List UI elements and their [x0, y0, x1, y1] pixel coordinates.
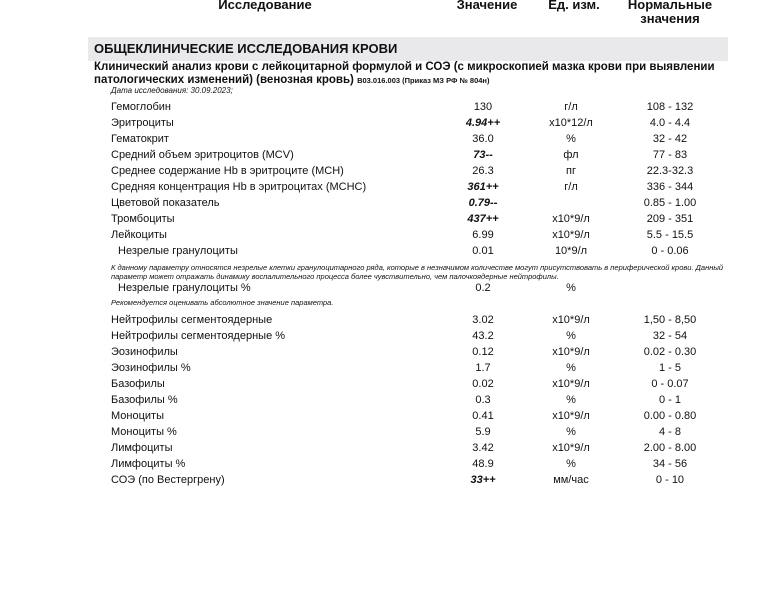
row-name: Эритроциты [111, 117, 174, 129]
row-value: 3.42 [472, 442, 494, 454]
row-norm: 4 - 8 [658, 426, 681, 438]
row-norm: 336 - 344 [646, 181, 694, 193]
row-value: 0.12 [472, 346, 494, 358]
table-row [0, 165, 779, 181]
row-norm: 32 - 54 [652, 330, 688, 342]
row-name: Лимфоциты % [111, 458, 186, 470]
row-norm: 5.5 - 15.5 [646, 229, 694, 241]
section-title: ОБЩЕКЛИНИЧЕСКИЕ ИССЛЕДОВАНИЯ КРОВИ [94, 41, 398, 56]
row-value: 43.2 [472, 330, 494, 342]
row-name: Незрелые гранулоциты % [118, 282, 251, 294]
row-name: Эозинофилы [111, 346, 178, 358]
table-row [0, 133, 779, 149]
column-header-norm-line1: Нормальные [627, 0, 713, 12]
row-unit: х10*9/л [552, 410, 590, 422]
row-unit: г/л [564, 181, 578, 193]
table-row [0, 362, 779, 378]
row-unit: % [566, 394, 576, 406]
row-value: 73-- [473, 149, 493, 161]
table-row [0, 197, 779, 213]
row-name: Базофилы % [111, 394, 178, 406]
table-row [0, 442, 779, 458]
row-value: 0.01 [472, 245, 494, 257]
row-norm: 0 - 0.06 [651, 245, 689, 257]
note-recommendation: Рекомендуется оценивать абсолютное значение параметра. [111, 298, 334, 307]
row-norm: 1 - 5 [658, 362, 681, 374]
row-name: Моноциты % [111, 426, 177, 438]
note-immature-granulocytes: К данному параметру относятся незрелые клетки гранулоцитарного ряда, которые в незначимом количестве могут присутствовать в периферической крови. Данный параметр может отражать динамику воспалительного процесса более чувствительно, чем палочкоядерные нейтрофилы. [111, 263, 724, 281]
row-unit: г/л [564, 101, 578, 113]
table-row [0, 378, 779, 394]
row-value: 48.9 [472, 458, 494, 470]
table-row [0, 314, 779, 330]
column-header-value: Значение [456, 0, 518, 12]
row-value: 0.41 [472, 410, 494, 422]
row-value: 0.2 [475, 282, 491, 294]
row-value: 4.94++ [465, 117, 501, 129]
table-row [0, 346, 779, 362]
row-value: 130 [473, 101, 493, 113]
row-unit: % [566, 133, 576, 145]
table-row [0, 282, 779, 298]
row-value: 0.79-- [468, 197, 498, 209]
table-row [0, 458, 779, 474]
row-norm: 0 - 0.07 [651, 378, 689, 390]
row-unit: х10*9/л [552, 442, 590, 454]
row-unit: фл [563, 149, 579, 161]
row-norm: 0.02 - 0.30 [643, 346, 697, 358]
row-name: Тромбоциты [111, 213, 175, 225]
row-value: 33++ [470, 474, 496, 486]
row-name: Моноциты [111, 410, 164, 422]
test-code: В03.016.003 (Приказ МЗ РФ № 804н) [357, 76, 490, 85]
row-value: 3.02 [472, 314, 494, 326]
row-name: Незрелые гранулоциты [118, 245, 238, 257]
row-value: 1.7 [475, 362, 491, 374]
row-unit: % [566, 330, 576, 342]
row-name: Гематокрит [111, 133, 169, 145]
row-value: 437++ [467, 213, 499, 225]
row-norm: 0 - 1 [658, 394, 681, 406]
row-name: Лимфоциты [111, 442, 173, 454]
row-value: 361++ [467, 181, 499, 193]
row-unit: % [566, 426, 576, 438]
test-title-text: Клинический анализ крови с лейкоцитарной формулой и СОЭ (с микроскопией мазка крови при выявлении патологических изменений) (венозная кровь) [94, 61, 715, 86]
row-norm: 209 - 351 [646, 213, 694, 225]
row-unit: х10*9/л [552, 213, 590, 225]
column-header-test: Исследование [218, 0, 312, 12]
row-value: 6.99 [472, 229, 494, 241]
row-name: Цветовой показатель [111, 197, 220, 209]
row-unit: х10*12/л [549, 117, 593, 129]
table-row [0, 181, 779, 197]
row-norm: 1,50 - 8,50 [643, 314, 697, 326]
row-unit: % [566, 282, 576, 294]
row-unit: мм/час [553, 474, 589, 486]
section-header-bar [88, 36, 728, 61]
row-value: 36.0 [472, 133, 494, 145]
table-row [0, 117, 779, 133]
table-row [0, 474, 779, 490]
row-value: 5.9 [475, 426, 491, 438]
row-norm: 77 - 83 [652, 149, 688, 161]
table-row [0, 229, 779, 245]
test-title [94, 61, 729, 87]
table-row [0, 245, 779, 261]
row-value: 0.3 [475, 394, 491, 406]
row-name: Средний объем эритроцитов (MCV) [111, 149, 294, 161]
row-unit: 10*9/л [554, 245, 588, 257]
table-row [0, 101, 779, 117]
row-unit: % [566, 458, 576, 470]
table-row [0, 410, 779, 426]
row-name: Среднее содержание Hb в эритроците (MCH) [111, 165, 344, 177]
row-norm: 4.0 - 4.4 [649, 117, 691, 129]
row-name: Гемоглобин [111, 101, 171, 113]
row-unit: пг [566, 165, 576, 177]
row-norm: 22.3-32.3 [646, 165, 694, 177]
row-name: Нейтрофилы сегментоядерные % [111, 330, 286, 342]
column-header-norm [625, 0, 715, 26]
row-name: СОЭ (по Вестергрену) [111, 474, 225, 486]
row-name: Эозинофилы % [111, 362, 191, 374]
column-header-unit: Ед. изм. [548, 0, 600, 12]
table-row [0, 213, 779, 229]
table-row [0, 149, 779, 165]
row-norm: 32 - 42 [652, 133, 688, 145]
row-unit: х10*9/л [552, 378, 590, 390]
row-norm: 108 - 132 [646, 101, 694, 113]
row-name: Средняя концентрация Hb в эритроцитах (MCHC) [111, 181, 367, 193]
row-value: 26.3 [472, 165, 494, 177]
row-name: Лейкоциты [111, 229, 167, 241]
row-unit: % [566, 362, 576, 374]
row-unit: х10*9/л [552, 229, 590, 241]
row-unit: х10*9/л [552, 346, 590, 358]
table-row [0, 394, 779, 410]
table-row [0, 426, 779, 442]
column-header-norm-line2: значения [640, 11, 700, 26]
row-norm: 34 - 56 [652, 458, 688, 470]
row-unit: х10*9/л [552, 314, 590, 326]
row-norm: 2.00 - 8.00 [643, 442, 697, 454]
table-row [0, 330, 779, 346]
row-name: Базофилы [111, 378, 165, 390]
row-norm: 0.00 - 0.80 [643, 410, 697, 422]
row-name: Нейтрофилы сегментоядерные [111, 314, 273, 326]
row-value: 0.02 [472, 378, 494, 390]
test-date: Дата исследования: 30.09.2023; [111, 86, 233, 95]
row-norm: 0.85 - 1.00 [643, 197, 697, 209]
row-norm: 0 - 10 [655, 474, 685, 486]
